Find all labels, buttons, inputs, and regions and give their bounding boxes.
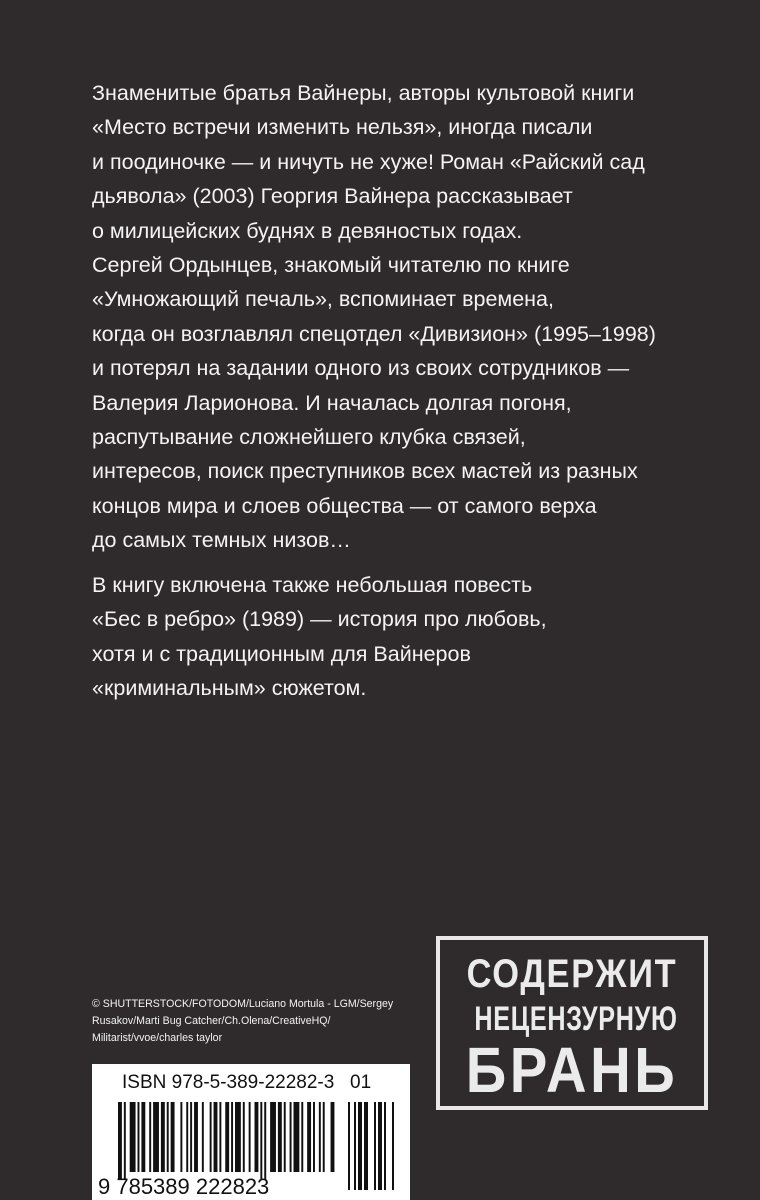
barcode-bar: [118, 1102, 122, 1180]
barcode-bar: [190, 1102, 192, 1172]
description-line: и поодиночке — и ничуть не хуже! Роман «Райский сад: [92, 149, 645, 174]
barcode-bar: [210, 1102, 212, 1172]
barcode-bar: [243, 1102, 245, 1172]
barcode-bar: [290, 1102, 292, 1172]
barcode-bar: [307, 1102, 311, 1172]
barcode-bar: [392, 1102, 394, 1190]
barcode-bar: [167, 1102, 169, 1172]
barcode-bar: [153, 1102, 159, 1172]
barcode-bar: [202, 1102, 204, 1172]
barcode-bar: [225, 1102, 229, 1172]
barcode-addon: 01: [350, 1072, 372, 1093]
barcode-bar: [348, 1102, 350, 1190]
barcode-bar: [235, 1102, 241, 1172]
barcode-bar: [354, 1102, 356, 1190]
description-line: распутывание сложнейшего клубка связей,: [92, 425, 526, 450]
barcode-bar: [313, 1102, 315, 1172]
barcode-bar: [186, 1102, 188, 1172]
stamp-line-3: БРАНЬ: [465, 1034, 679, 1106]
barcode-bar: [130, 1102, 136, 1172]
barcode-bar: [264, 1102, 266, 1180]
description-line: «Место встречи изменить нельзя», иногда писали: [92, 115, 593, 140]
description-line: Знаменитые братья Вайнеры, авторы культовой книги: [92, 81, 635, 105]
description-line: Сергей Ордынцев, знакомый читателю по книге: [92, 253, 570, 278]
credits-line: Militarist/vvoe/charles taylor: [92, 1032, 223, 1044]
barcode-bar: [214, 1102, 218, 1172]
isbn-barcode: [92, 1064, 410, 1200]
barcode-bar: [255, 1102, 259, 1172]
description-line: о милицейских буднях в девяностых годах.: [92, 218, 523, 243]
stamp-line-1: СОДЕРЖИТ: [466, 952, 678, 996]
description-line: до самых темных низов…: [92, 528, 351, 553]
barcode-bar: [260, 1102, 262, 1180]
description-line: В книгу включена также небольшая повесть: [92, 573, 533, 597]
barcode-digits: 9 785389 222823: [98, 1174, 270, 1199]
isbn-label: ISBN 978-5-389-22282-3: [122, 1072, 335, 1093]
barcode-bar: [358, 1102, 362, 1190]
barcode-bar: [374, 1102, 376, 1190]
description-line: концов мира и слоев общества — от самого верха: [92, 493, 597, 518]
credits-line: © SHUTTERSTOCK/FOTODOM/Luciano Mortula - LGM/Sergey: [92, 998, 394, 1010]
description-line: и потерял на задании одного из своих сотрудников —: [92, 356, 630, 381]
barcode-bar: [378, 1102, 382, 1190]
stamp-line-2: НЕЦЕНЗУРНУЮ: [474, 1000, 678, 1038]
description-line: «Умножающий печаль», вспоминает времена,: [92, 287, 554, 312]
photo-credits: [92, 996, 432, 1047]
description-line: «криминальным» сюжетом.: [92, 676, 367, 701]
barcode-bar: [138, 1102, 140, 1172]
description-line: дьявола» (2003) Георгия Вайнера рассказывает: [92, 184, 573, 209]
barcode-bar: [124, 1102, 126, 1180]
description-line: «Бес в ребро» (1989) — история про любовь,: [92, 607, 547, 632]
credits-line: Rusakov/Marti Bug Catcher/Ch.Olena/CreativeHQ/: [92, 1015, 331, 1027]
barcode-bar: [278, 1102, 282, 1172]
barcode-bar: [384, 1102, 386, 1190]
barcode-bar: [323, 1102, 325, 1172]
barcode-bar: [331, 1102, 335, 1172]
description-paragraph-2: [92, 568, 692, 706]
description-line: Валерия Ларионова. И началась долгая погоня,: [92, 390, 572, 415]
description-line: хотя и с традиционным для Вайнеров: [92, 641, 471, 666]
barcode-bar: [180, 1102, 182, 1172]
barcode-bar: [249, 1102, 251, 1172]
description-line: интересов, поиск преступников всех мастей из разных: [92, 459, 638, 484]
description-line: когда он возглавлял спецотдел «Дивизион» (1995–1998): [92, 321, 656, 346]
barcode-bar: [364, 1102, 368, 1190]
barcode-bar: [301, 1102, 303, 1172]
barcode-bar: [294, 1102, 300, 1172]
barcode-bar: [194, 1102, 198, 1172]
barcode-bar: [270, 1102, 276, 1172]
barcode-bar: [231, 1102, 233, 1172]
description-paragraph-1: [92, 76, 692, 558]
barcode-bar: [141, 1102, 145, 1172]
explicit-language-stamp: [436, 936, 708, 1110]
barcode-bar: [171, 1102, 175, 1172]
barcode-bar: [319, 1102, 321, 1172]
barcode-bar: [219, 1102, 221, 1172]
barcode-bar: [149, 1102, 151, 1172]
barcode-bar: [284, 1102, 286, 1172]
barcode-bar: [161, 1102, 165, 1172]
